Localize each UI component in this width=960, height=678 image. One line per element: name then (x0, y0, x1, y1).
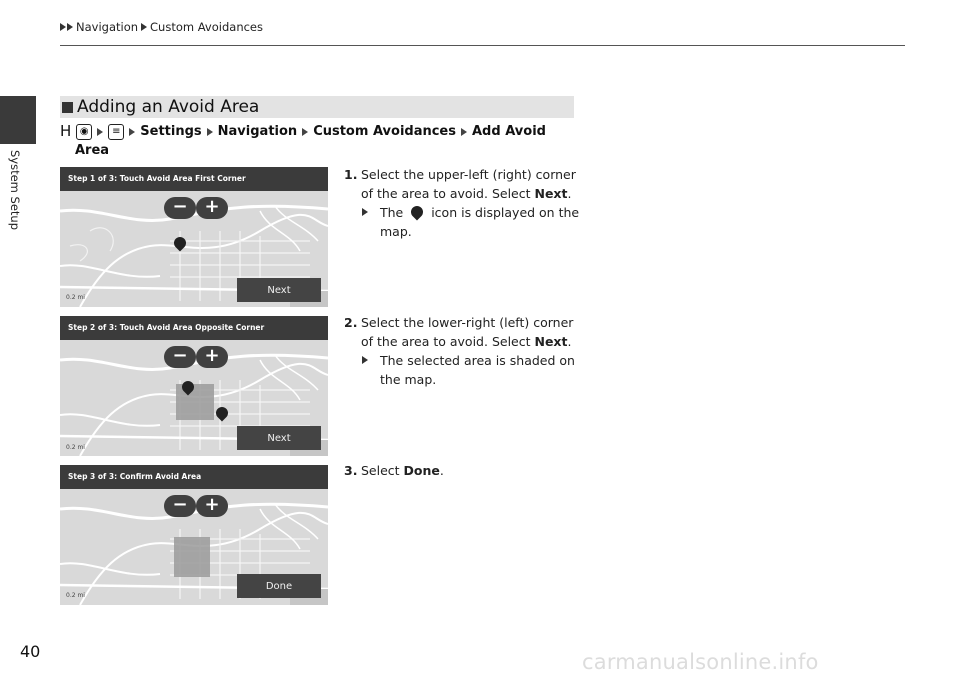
step-text: Select the lower-right (left) corner (361, 315, 574, 330)
step-text: . (439, 463, 444, 478)
menu-path (60, 122, 570, 160)
voice-icon: ◉ (76, 124, 92, 140)
screen-header: Step 1 of 3: Touch Avoid Area First Corner (60, 167, 328, 191)
step-number: 3. (344, 463, 358, 478)
step-text: map. (380, 224, 412, 239)
zoom-out-button[interactable]: − (164, 346, 196, 368)
screen-step-1 (60, 167, 328, 307)
path-item: Navigation (217, 124, 298, 139)
step-text: The selected area is shaded on (380, 353, 575, 368)
step-action: Next (534, 334, 568, 349)
square-bullet-icon (62, 102, 73, 113)
next-button[interactable]: Next (237, 426, 321, 450)
map-scale: 0.2 mi (66, 592, 85, 599)
arrow-icon (362, 356, 368, 364)
zoom-in-button[interactable]: + (196, 495, 228, 517)
screen-step-2 (60, 316, 328, 456)
step-number: 1. (344, 167, 358, 182)
arrow-icon (461, 128, 467, 136)
watermark: carmanualsonline.info (582, 650, 819, 674)
arrow-icon (129, 128, 135, 136)
chapter-tab (0, 96, 36, 144)
step-text: The (380, 205, 408, 220)
screen-header: Step 3 of 3: Confirm Avoid Area (60, 465, 328, 489)
breadcrumb-item: Custom Avoidances (150, 20, 263, 34)
map-scale: 0.2 mi (66, 444, 85, 451)
path-continuation: Area (75, 143, 110, 158)
map-pin-icon (409, 204, 426, 221)
step-text: . (567, 186, 572, 201)
step-action: Next (534, 186, 568, 201)
settings-menu-icon: ≡ (108, 124, 124, 140)
header-rule (60, 45, 905, 46)
home-key-icon: H (60, 122, 72, 140)
step-action: Done (403, 463, 440, 478)
path-item: Custom Avoidances (313, 124, 456, 139)
breadcrumb (60, 20, 263, 34)
path-item: Add Avoid (472, 124, 546, 139)
chapter-label: System Setup (8, 150, 22, 231)
map-scale: 0.2 mi (66, 294, 85, 301)
step-1 (344, 165, 584, 241)
step-text: of the area to avoid. Select (361, 186, 535, 201)
step-text: . (567, 334, 572, 349)
section-title: Adding an Avoid Area (77, 97, 260, 117)
done-button[interactable]: Done (237, 574, 321, 598)
double-arrow-icon (60, 23, 73, 31)
screen-step-3 (60, 465, 328, 605)
step-text: Select the upper-left (right) corner (361, 167, 576, 182)
step-text: the map. (380, 372, 437, 387)
step-number: 2. (344, 315, 358, 330)
arrow-icon (362, 208, 368, 216)
zoom-in-button[interactable]: + (196, 346, 228, 368)
zoom-out-button[interactable]: − (164, 197, 196, 219)
zoom-in-button[interactable]: + (196, 197, 228, 219)
breadcrumb-item: Navigation (76, 20, 139, 34)
step-text: icon is displayed on the (427, 205, 580, 220)
page-number: 40 (20, 642, 41, 661)
arrow-icon (97, 128, 103, 136)
path-item: Settings (140, 124, 202, 139)
step-2 (344, 313, 584, 389)
section-heading (60, 96, 574, 118)
step-3 (344, 461, 584, 480)
screen-header: Step 2 of 3: Touch Avoid Area Opposite Corner (60, 316, 328, 340)
step-text: Select (361, 463, 404, 478)
next-button[interactable]: Next (237, 278, 321, 302)
zoom-out-button[interactable]: − (164, 495, 196, 517)
arrow-icon (141, 23, 147, 31)
arrow-icon (207, 128, 213, 136)
arrow-icon (302, 128, 308, 136)
step-text: of the area to avoid. Select (361, 334, 535, 349)
